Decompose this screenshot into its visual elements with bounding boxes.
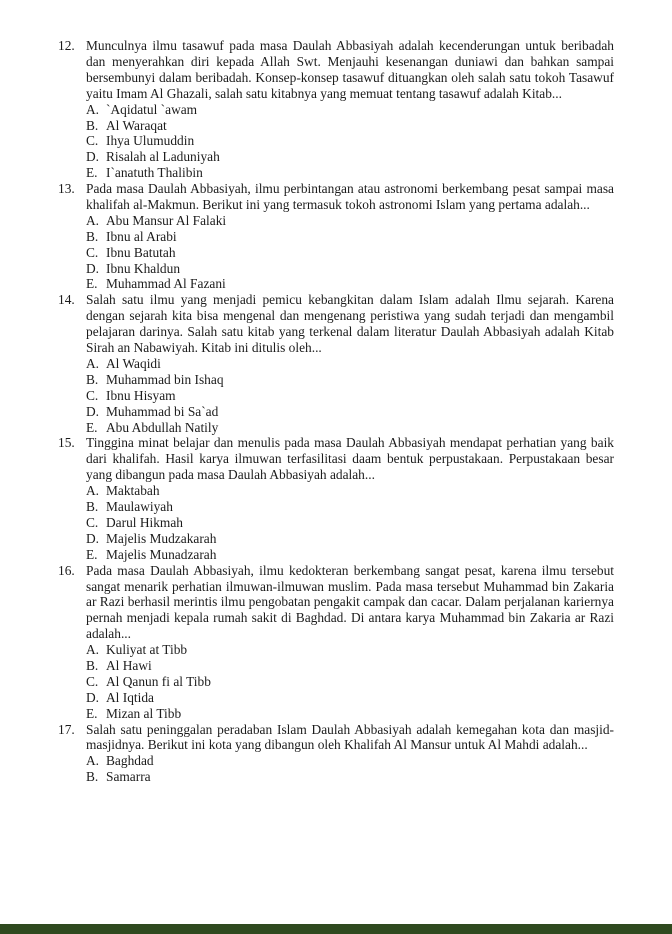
option-letter: E. [86, 165, 98, 181]
option-letter: B. [86, 769, 99, 785]
question-2 [58, 181, 614, 292]
question-3 [58, 292, 614, 435]
option-text: Darul Hikmah [106, 514, 183, 530]
answer-options [86, 483, 614, 562]
question-text: Tinggina minat belajar dan menulis pada masa Daulah Abbasiyah mendapat perhatian yang baik dari khalifah. Hasil karya ilmuwan terfasilitasi daam bentuk perpustakaan. Perpustakaan besar yang dibangun pada masa Daulah Abbasiyah adalah... [86, 435, 614, 483]
option-letter: D. [86, 689, 100, 705]
answer-option [86, 483, 614, 499]
answer-option [86, 213, 614, 229]
question-5 [58, 563, 614, 722]
option-letter: A. [86, 212, 100, 228]
question-number: 16. [58, 562, 75, 578]
option-text: Al Qanun fi al Tibb [106, 673, 211, 689]
option-text: Ihya Ulumuddin [106, 133, 195, 149]
question-number: 12. [58, 38, 75, 53]
answer-options [86, 642, 614, 721]
option-text: Majelis Mudzakarah [106, 530, 217, 546]
answer-option [86, 420, 614, 436]
question-text: Pada masa Daulah Abbasiyah, ilmu perbintangan atau astronomi berkembang pesat sampai masa khalifah al-Makmun. Berikut ini yang termasuk tokoh astronomi Islam yang pertama adalah... [86, 181, 614, 212]
option-letter: B. [86, 499, 99, 515]
answer-option [86, 690, 614, 706]
answer-option [86, 165, 614, 181]
option-text: Maktabah [106, 483, 160, 499]
option-text: Al Iqtida [106, 689, 154, 705]
answer-option [86, 404, 614, 420]
option-letter: D. [86, 403, 100, 419]
option-letter: C. [86, 514, 99, 530]
option-letter: E. [86, 419, 98, 435]
answer-option [86, 372, 614, 388]
answer-options [86, 102, 614, 181]
option-letter: C. [86, 244, 99, 260]
option-letter: E. [86, 705, 98, 721]
bottom-bar [0, 924, 672, 934]
option-letter: E. [86, 546, 98, 562]
answer-option [86, 133, 614, 149]
option-text: Abu Abdullah Natily [106, 419, 219, 435]
option-text: Al Waraqat [106, 117, 167, 133]
option-text: `Aqidatul `awam [106, 101, 198, 117]
answer-options [86, 213, 614, 292]
answer-options [86, 753, 614, 785]
answer-option [86, 531, 614, 547]
option-text: Majelis Munadzarah [106, 546, 217, 562]
answer-option [86, 388, 614, 404]
option-text: Ibnu al Arabi [106, 228, 177, 244]
question-number: 15. [58, 435, 75, 451]
option-text: Risalah al Laduniyah [106, 149, 220, 165]
question-4 [58, 435, 614, 562]
question-number: 14. [58, 292, 75, 308]
question-text: Pada masa Daulah Abbasiyah, ilmu kedokteran berkembang sangat pesat, karena ilmu tersebut sangat menarik perhatian ilmuwan-ilmuwan muslim. Pada masa tersebut Muhammad bin Zakaria ar Razi berhasil merintis ilmu pengobatan pengakit campak dan cacar. Dalam perjalanan kariernya pernah menjadi kepala rumah sakit di Baghdad. Di antara karya Muhammad bin Zakaria ar Razi adalah... [86, 562, 614, 642]
option-letter: B. [86, 228, 99, 244]
answer-options [86, 356, 614, 435]
option-text: Abu Mansur Al Falaki [106, 212, 227, 228]
option-letter: C. [86, 387, 99, 403]
option-letter: E. [86, 276, 98, 292]
answer-option [86, 245, 614, 261]
option-text: Baghdad [106, 753, 154, 769]
answer-option [86, 356, 614, 372]
option-letter: D. [86, 149, 100, 165]
option-letter: A. [86, 355, 100, 371]
option-letter: A. [86, 753, 100, 769]
option-text: Muhammad bi Sa`ad [106, 403, 219, 419]
option-text: Samarra [106, 769, 151, 785]
option-letter: B. [86, 117, 99, 133]
option-text: Ibnu Khaldun [106, 260, 181, 276]
answer-option [86, 118, 614, 134]
option-text: Ibnu Batutah [106, 244, 176, 260]
answer-option [86, 642, 614, 658]
answer-option [86, 261, 614, 277]
option-text: Muhammad bin Ishaq [106, 371, 224, 387]
option-letter: B. [86, 371, 99, 387]
answer-option [86, 102, 614, 118]
option-letter: D. [86, 530, 100, 546]
answer-option [86, 276, 614, 292]
option-letter: D. [86, 260, 100, 276]
question-1 [58, 38, 614, 181]
option-text: Al Hawi [106, 658, 152, 674]
option-letter: A. [86, 642, 100, 658]
option-letter: C. [86, 673, 99, 689]
option-letter: B. [86, 658, 99, 674]
option-text: Kuliyat at Tibb [106, 642, 188, 658]
answer-option [86, 769, 614, 785]
option-letter: A. [86, 101, 100, 117]
option-text: Mizan al Tibb [106, 705, 182, 721]
question-text: Salah satu peninggalan peradaban Islam Daulah Abbasiyah adalah kemegahan kota dan masjid-masjidnya. Berikut ini kota yang dibangun oleh Khalifah Al Mansur untuk Al Mahdi adalah... [86, 721, 614, 753]
option-text: Al Waqidi [106, 355, 161, 371]
question-text: Munculnya ilmu tasawuf pada masa Daulah Abbasiyah adalah kecenderungan untuk beribadah dan menyerahkan diri kepada Allah Swt. Menjauhi kesenangan duniawi dan bahkan sampai bersembunyi dalam beribadah. Konsep-konsep tasawuf dituangkan oleh salah satu tokoh Tasawuf yaitu Imam Al Ghazali, salah satu kitabnya yang memuat tentang tasawuf adalah Kitab... [86, 38, 614, 101]
question-text: Salah satu ilmu yang menjadi pemicu kebangkitan dalam Islam adalah Ilmu sejarah. Karena dengan sejarah kita bisa mengenal dan mengenang peristiwa yang sudah terjadi dan mengambil pelajaran darinya. Salah satu kitab yang terkenal dalam literatur Daulah Abbasiyah adalah Kitab Sirah an Nabawiyah. Kitab ini ditulis oleh... [86, 292, 614, 356]
question-number: 17. [58, 721, 75, 737]
answer-option [86, 753, 614, 769]
answer-option [86, 499, 614, 515]
answer-option [86, 674, 614, 690]
answer-option [86, 706, 614, 722]
option-letter: A. [86, 483, 100, 499]
answer-option [86, 149, 614, 165]
answer-option [86, 658, 614, 674]
option-letter: C. [86, 133, 99, 149]
option-text: I`anatuth Thalibin [106, 165, 203, 181]
answer-option [86, 229, 614, 245]
question-number: 13. [58, 181, 75, 197]
option-text: Muhammad Al Fazani [106, 276, 226, 292]
question-6 [58, 722, 614, 786]
question-list [58, 38, 614, 785]
option-text: Ibnu Hisyam [106, 387, 176, 403]
option-text: Maulawiyah [106, 499, 173, 515]
answer-option [86, 547, 614, 563]
answer-option [86, 515, 614, 531]
